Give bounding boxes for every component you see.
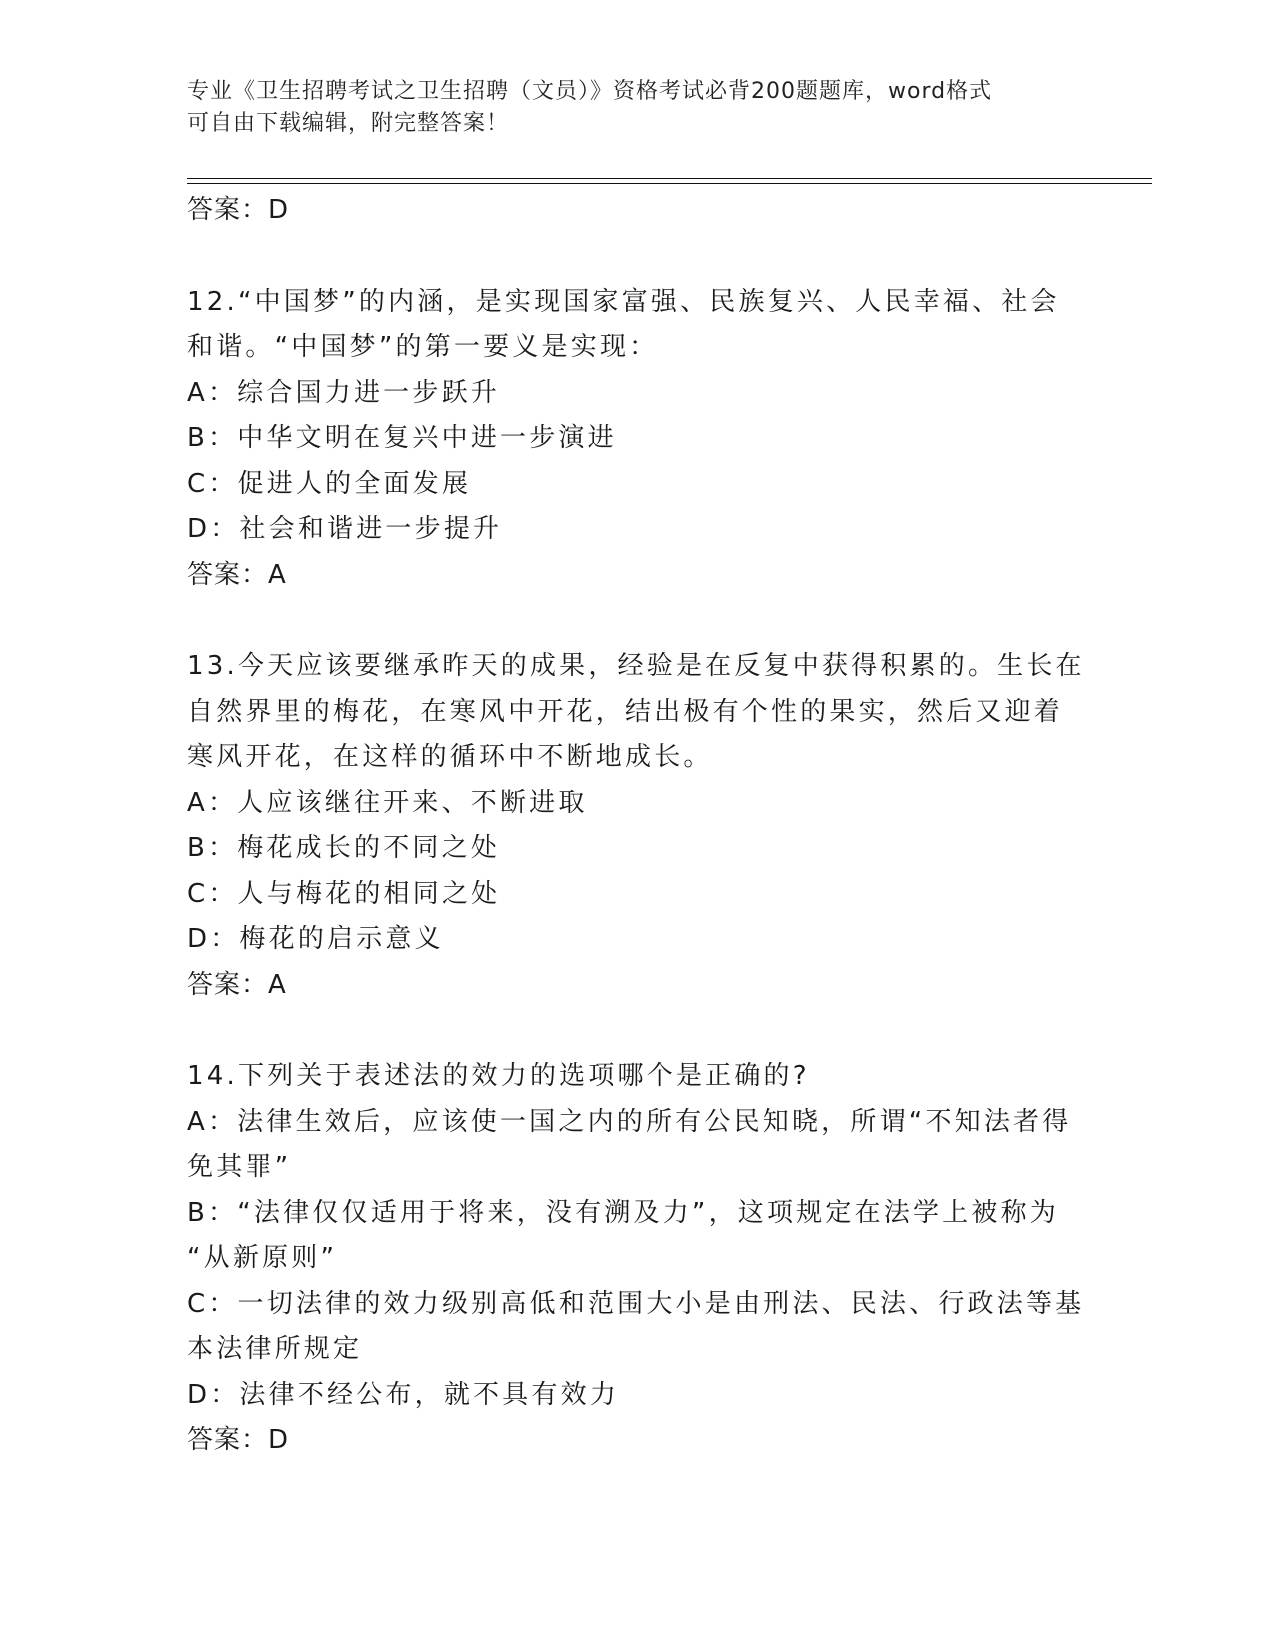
header-line-2: 可自由下载编辑，附完整答案！ [187, 111, 510, 136]
question-stem-line: 14.下列关于表述法的效力的选项哪个是正确的? [187, 1061, 810, 1091]
answer: 答案：A [187, 559, 287, 590]
spacer [187, 234, 1067, 280]
option-d: D：社会和谐进一步提升 [187, 514, 503, 544]
option-b-continued: “从新原则” [187, 1243, 338, 1273]
question-stem-line: 寒风开花，在这样的循环中不断地成长。 [187, 742, 713, 772]
question-stem-line: 和谐。“中国梦”的第一要义是实现： [187, 332, 659, 362]
question-12 [187, 280, 1067, 599]
question-stem-line: 12.“中国梦”的内涵，是实现国家富强、民族复兴、人民幸福、社会 [187, 286, 1060, 317]
option-d: D：梅花的启示意义 [187, 924, 444, 954]
question-stem-line: 自然界里的梅花，在寒风中开花，结出极有个性的果实，然后又迎着 [187, 696, 1064, 727]
option-a-continued: 免其罪” [187, 1152, 292, 1182]
option-d: D：法律不经公布，就不具有效力 [187, 1379, 620, 1410]
document-header [187, 76, 1067, 140]
option-b: B：中华文明在复兴中进一步演进 [187, 423, 617, 453]
option-c: C：促进人的全面发展 [187, 468, 472, 499]
option-c: C：人与梅花的相同之处 [187, 878, 501, 909]
option-a: A：法律生效后，应该使一国之内的所有公民知晓，所谓“不知法者得 [187, 1106, 1072, 1137]
header-rule-bottom [187, 183, 1152, 184]
question-14 [187, 1054, 1085, 1464]
question-13 [187, 644, 1085, 1008]
option-b: B：梅花成长的不同之处 [187, 833, 501, 863]
option-b: B：“法律仅仅适用于将来，没有溯及力”，这项规定在法学上被称为 [187, 1197, 1059, 1228]
spacer [187, 1008, 1067, 1054]
option-c-continued: 本法律所规定 [187, 1334, 363, 1364]
previous-answer: 答案：D [187, 195, 290, 225]
option-a: A：人应该继往开来、不断进取 [187, 787, 588, 818]
header-rule-top [187, 178, 1152, 179]
option-a: A：综合国力进一步跃升 [187, 377, 500, 408]
spacer [187, 598, 1067, 644]
answer: 答案：A [187, 969, 287, 1000]
header-line-1: 专业《卫生招聘考试之卫生招聘（文员）》资格考试必背200题题库，word格式 [187, 79, 993, 104]
question-stem-line: 13.今天应该要继承昨天的成果，经验是在反复中获得积累的。生长在 [187, 651, 1085, 681]
option-c: C：一切法律的效力级别高低和范围大小是由刑法、民法、行政法等基 [187, 1288, 1085, 1319]
answer: 答案：D [187, 1425, 290, 1455]
question-list [187, 188, 1085, 1464]
